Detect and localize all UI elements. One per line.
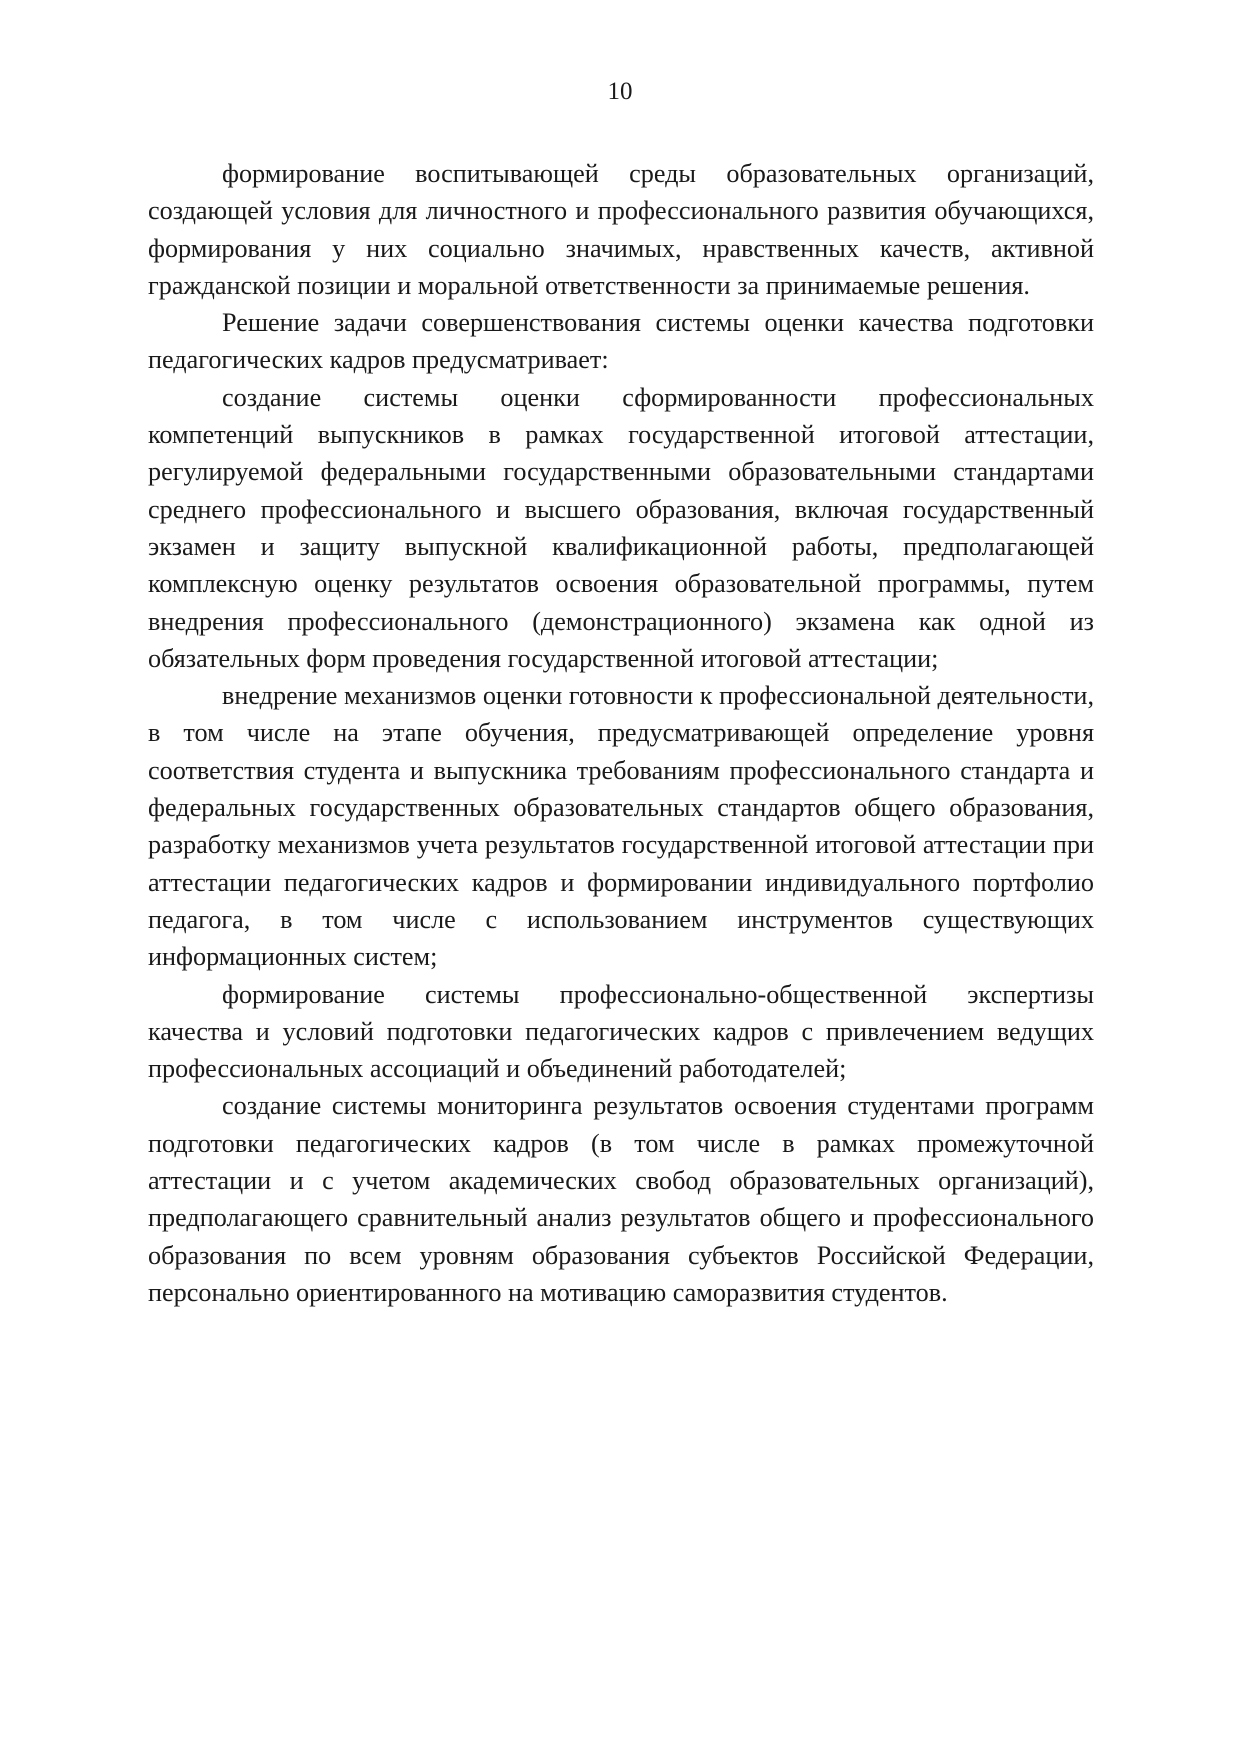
paragraph: создание системы оценки сформированности профессиональных компетенций выпускников в рамках государственной итоговой аттестации, регулируемой федеральными государственными образовательными стандартами среднего профессионального и высшего образования, включая государственный экзамен и защиту выпускной квалификационной работы, предполагающей комплексную оценку результатов освоения образовательной программы, путем внедрения профессионального (демонстрационного) экзамена как одной из обязательных форм проведения государственной итоговой аттестации; bbox=[148, 382, 1094, 673]
page-number: 10 bbox=[607, 78, 633, 105]
paragraph: формирование воспитывающей среды образовательных организаций, создающей условия для личностного и профессионального развития обучающихся, формирования у них социально значимых, нравственных качеств, активной гражданской позиции и моральной ответственности за принимаемые решения. bbox=[148, 159, 1094, 300]
document-body bbox=[148, 155, 1094, 1311]
paragraph: внедрение механизмов оценки готовности к профессиональной деятельности, в том числе на этапе обучения, предусматривающей определение уровня соответствия студента и выпускника требованиям профессионального стандарта и федеральных государственных образовательных стандартов общего образования, разработку механизмов учета результатов государственной итоговой аттестации при аттестации педагогических кадров и формировании индивидуального портфолио педагога, в том числе с использованием инструментов существующих информационных систем; bbox=[148, 681, 1094, 972]
paragraph: создание системы мониторинга результатов освоения студентами программ подготовки педагогических кадров (в том числе в рамках промежуточной аттестации и с учетом академических свобод образовательных организаций), предполагающего сравнительный анализ результатов общего и профессионального образования по всем уровням образования субъектов Российской Федерации, персонально ориентированного на мотивацию саморазвития студентов. bbox=[148, 1091, 1094, 1307]
paragraph: формирование системы профессионально-общественной экспертизы качества и условий подготовки педагогических кадров с привлечением ведущих профессиональных ассоциаций и объединений работодателей; bbox=[148, 979, 1094, 1084]
paragraph: Решение задачи совершенствования системы оценки качества подготовки педагогических кадров предусматривает: bbox=[148, 308, 1094, 375]
